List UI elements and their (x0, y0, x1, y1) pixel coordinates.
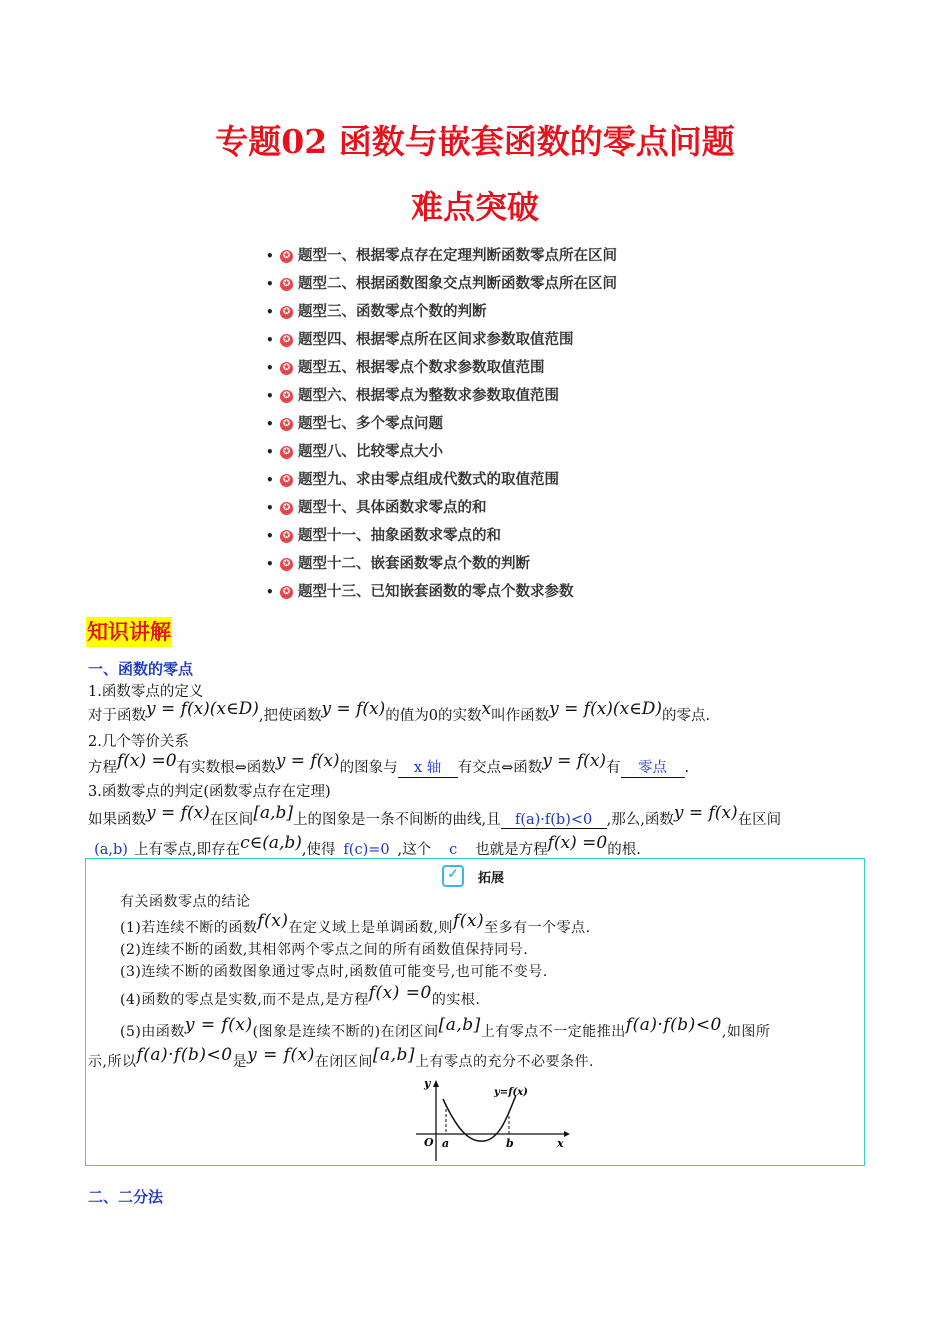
expand-label: ✓ 拓展 (442, 865, 504, 887)
star-icon: ✪ (280, 390, 293, 403)
star-icon: ✪ (280, 278, 293, 291)
star-icon: ✪ (280, 362, 293, 375)
a-label: a (442, 1137, 450, 1150)
expand-point-2: (2)连续不断的函数,其相邻两个零点之间的所有函数值保持同号. (120, 942, 529, 958)
bullet-icon: • (266, 333, 274, 347)
answer-blank: 零点 (621, 756, 685, 778)
list-item[interactable]: • ✪ 题型八、比较零点大小 (266, 438, 617, 466)
bullet-icon: • (266, 305, 274, 319)
knowledge-heading: 知识讲解 (86, 617, 172, 647)
bullet-icon: • (266, 501, 274, 515)
list-item[interactable]: • ✪ 题型十一、抽象函数求零点的和 (266, 522, 617, 550)
math-formula: f(x) (257, 911, 289, 931)
equivalence-text: 方程f(x) =0有实数根⇔函数y = f(x)的图象与 x 轴 有交点⇔函数y = f(x)有 零点 . (88, 751, 690, 776)
math-formula: f(x) (452, 911, 485, 931)
bullet-icon: • (266, 389, 274, 403)
equivalence-heading: 2.几个等价关系 (88, 734, 189, 750)
judgement-heading: 3.函数零点的判定(函数零点存在定理) (88, 784, 331, 800)
star-icon: ✪ (280, 306, 293, 319)
math-formula: y = f(x) (146, 803, 210, 823)
star-icon: ✪ (280, 558, 293, 571)
section-heading-bisection: 二、二分法 (88, 1188, 164, 1206)
topic-list (266, 242, 617, 606)
bullet-icon: • (266, 249, 274, 263)
math-formula: f(x) =0 (368, 983, 432, 1003)
curve-label: y=f(x) (494, 1087, 528, 1098)
b-label: b (506, 1137, 514, 1150)
expand-point-1: (1)若连续不断的函数f(x)在定义域上是单调函数,则f(x)至多有一个零点. (120, 911, 591, 936)
math-formula: f(x) =0 (117, 751, 177, 771)
y-axis-arrow (433, 1080, 439, 1087)
expand-point-5: (5)由函数y = f(x)(图象是连续不断的)在闭区间[a,b]上有零点不一定能推出f(a)·f(b)<0,如图所 (120, 1015, 771, 1040)
y-axis-label: y (424, 1077, 431, 1090)
expand-point-6: 示,所以f(a)·f(b)<0是y = f(x)在闭区间[a,b]上有零点的充分不必要条件. (88, 1045, 595, 1070)
list-item[interactable]: • ✪ 题型四、根据零点所在区间求参数取值范围 (266, 326, 617, 354)
math-formula: f(a)·f(b)<0 (136, 1045, 233, 1065)
answer-blank: f(a)·f(b)<0 (501, 812, 607, 829)
star-icon: ✪ (280, 250, 293, 263)
math-formula: f(x) =0 (547, 833, 608, 853)
expand-point-3: (3)连续不断的函数图象通过零点时,函数值可能变号,也可能不变号. (120, 964, 548, 980)
list-item[interactable]: • ✪ 题型九、求由零点组成代数式的取值范围 (266, 466, 617, 494)
answer-blank: c (431, 842, 475, 859)
math-formula: y = f(x)(x∈D) (146, 699, 259, 719)
math-formula: y = f(x) (542, 751, 607, 771)
page-title: 专题02 函数与嵌套函数的零点问题 (215, 122, 735, 161)
section-heading-zero: 一、函数的零点 (88, 660, 194, 678)
list-item[interactable]: • ✪ 题型七、多个零点问题 (266, 410, 617, 438)
check-icon: ✓ (442, 865, 464, 887)
judgement-text-2: (a,b) 上有零点,即存在c∈(a,b),使得 f(c)=0 ,这个 c 也就是方程f(x) =0的根. (88, 838, 641, 859)
expand-point-4: (4)函数的零点是实数,而不是点,是方程f(x) =0的实根. (120, 983, 481, 1008)
function-graph (412, 1077, 572, 1163)
math-formula: y = f(x) (275, 751, 340, 771)
list-item[interactable]: • ✪ 题型二、根据函数图象交点判断函数零点所在区间 (266, 270, 617, 298)
bullet-icon: • (266, 417, 274, 431)
list-item[interactable]: • ✪ 题型十三、已知嵌套函数的零点个数求参数 (266, 578, 617, 606)
page-subtitle: 难点突破 (410, 188, 539, 226)
answer-blank: x 轴 (398, 756, 458, 778)
math-formula: y = f(x) (247, 1045, 315, 1065)
expand-intro: 有关函数零点的结论 (120, 894, 251, 910)
star-icon: ✪ (280, 446, 293, 459)
list-item[interactable]: • ✪ 题型十、具体函数求零点的和 (266, 494, 617, 522)
star-icon: ✪ (280, 586, 293, 599)
answer-blank: (a,b) (88, 842, 134, 859)
answer-blank: f(c)=0 (336, 842, 398, 859)
x-axis-arrow (564, 1131, 570, 1137)
math-formula: [a,b] (372, 1045, 416, 1065)
math-formula: y = f(x) (673, 803, 738, 823)
star-icon: ✪ (280, 474, 293, 487)
star-icon: ✪ (280, 334, 293, 347)
expand-box (85, 858, 865, 1166)
definition-text: 对于函数y = f(x)(x∈D),把使函数y = f(x)的值为0的实数x叫作函数y = f(x)(x∈D)的零点. (88, 699, 711, 724)
definition-heading: 1.函数零点的定义 (88, 684, 204, 700)
star-icon: ✪ (280, 502, 293, 515)
math-formula: y = f(x)(x∈D) (549, 699, 662, 719)
list-item[interactable]: • ✪ 题型六、根据零点为整数求参数取值范围 (266, 382, 617, 410)
bullet-icon: • (266, 557, 274, 571)
math-formula: y = f(x) (321, 699, 386, 719)
list-item[interactable]: • ✪ 题型十二、嵌套函数零点个数的判断 (266, 550, 617, 578)
bullet-icon: • (266, 529, 274, 543)
bullet-icon: • (266, 277, 274, 291)
bullet-icon: • (266, 473, 274, 487)
bullet-icon: • (266, 361, 274, 375)
math-formula: f(a)·f(b)<0 (625, 1015, 722, 1035)
math-formula: y = f(x) (184, 1015, 253, 1035)
star-icon: ✪ (280, 530, 293, 543)
star-icon: ✪ (280, 418, 293, 431)
bullet-icon: • (266, 585, 274, 599)
origin-label: O (424, 1136, 434, 1149)
math-formula: [a,b] (438, 1015, 481, 1035)
list-item[interactable]: • ✪ 题型三、函数零点个数的判断 (266, 298, 617, 326)
math-formula: x (481, 699, 492, 719)
bullet-icon: • (266, 445, 274, 459)
math-formula: c∈(a,b) (240, 833, 302, 853)
x-axis-label: x (557, 1137, 564, 1150)
list-item[interactable]: • ✪ 题型一、根据零点存在定理判断函数零点所在区间 (266, 242, 617, 270)
math-formula: [a,b] (253, 803, 293, 823)
list-item[interactable]: • ✪ 题型五、根据零点个数求参数取值范围 (266, 354, 617, 382)
judgement-text-1: 如果函数y = f(x)在区间[a,b]上的图象是一条不间断的曲线,且 f(a)·f(b)<0 ,那么,函数y = f(x)在区间 (88, 803, 782, 828)
